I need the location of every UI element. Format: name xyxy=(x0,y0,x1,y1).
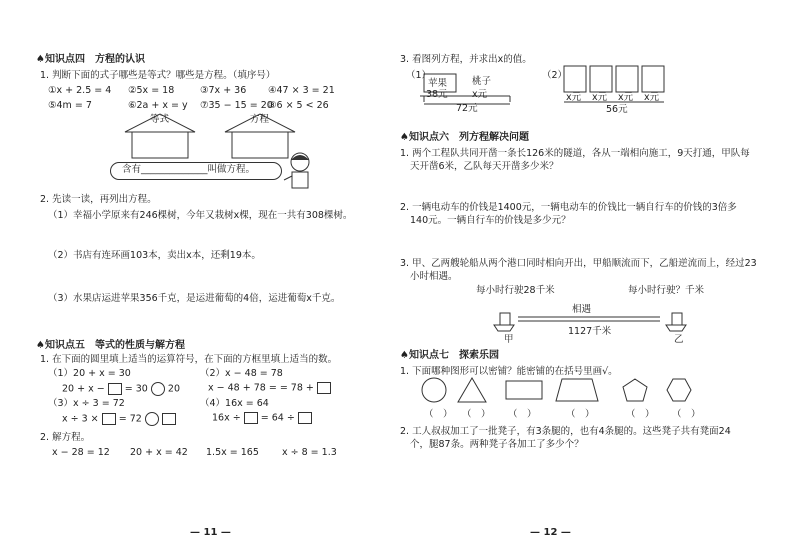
answer-box[interactable] xyxy=(298,412,312,424)
s5-question-2: 2. 解方程。 xyxy=(40,432,91,443)
trapezoid-shape xyxy=(556,379,598,401)
section-6-title: ♠知识点六 列方程解决问题 xyxy=(400,132,529,143)
s5-eq-4: （4）16x = 64 xyxy=(200,398,269,409)
s6-q1: 1. 两个工程队共同开凿一条长126米的隧道，各从一端相向施工，9天打通，甲队每 xyxy=(400,148,750,159)
answer-circle[interactable] xyxy=(151,382,165,396)
s5-row2-b: = 78 + xyxy=(279,382,314,394)
price-38: 38元 xyxy=(426,89,448,100)
answer-paren[interactable]: （ ） xyxy=(566,409,595,420)
triangle-shape xyxy=(458,378,486,402)
pentagon-shape xyxy=(623,379,647,401)
solve-1: x − 28 = 12 xyxy=(52,447,110,458)
boat-b-speed: 每小时行驶？千米 xyxy=(628,285,705,296)
item-2: ②5x = 18 xyxy=(128,85,175,96)
boat-a-speed: 每小时行驶28千米 xyxy=(476,285,555,296)
answer-box[interactable] xyxy=(162,413,176,425)
page-number-right: — 12 — xyxy=(530,527,571,538)
s5-row1 xyxy=(62,382,180,396)
houses-diagram xyxy=(110,110,310,162)
answer-paren[interactable]: （ ） xyxy=(424,409,453,420)
item-5: ⑤4m = 7 xyxy=(48,100,92,111)
page-right xyxy=(400,0,800,560)
price-x: x元 xyxy=(472,89,488,100)
bubble-text: 含有______________叫做方程。 xyxy=(122,164,256,175)
s6-q2b: 140元。一辆自行车的价钱是多少元？ xyxy=(410,215,571,226)
s5-row4-b: = 64 ÷ xyxy=(260,412,295,424)
section-5-title: ♠知识点五 等式的性质与解方程 xyxy=(36,340,185,351)
s5-eq-1: （1）20 + x = 30 xyxy=(48,368,131,379)
s6-q3b: 小时相遇。 xyxy=(410,271,458,282)
s7-q1: 1. 下面哪种图形可以密铺？能密铺的在括号里画√。 xyxy=(400,366,618,377)
section-4-title: ♠知识点四 方程的认识 xyxy=(36,54,145,65)
distance-label: 1127千米 xyxy=(568,326,612,337)
item-3: ③7x + 36 xyxy=(200,85,247,96)
ticket-price-2: x元 xyxy=(592,92,608,103)
solve-3: 1.5x = 165 xyxy=(206,447,259,458)
ticket-price-3: x元 xyxy=(618,92,634,103)
ticket-price-1: x元 xyxy=(566,92,582,103)
price-72: 72元 xyxy=(456,103,478,114)
s6-q2: 2. 一辆电动车的价钱是1400元，一辆电动车的价钱比一辆自行车的价钱的3倍多 xyxy=(400,202,737,213)
item-8: ⑧6 × 5 < 26 xyxy=(268,100,329,111)
item-6: ⑥2a + x = y xyxy=(128,100,188,111)
q2-3: （3）水果店运进苹果356千克，是运进葡萄的4倍，运进葡萄x千克。 xyxy=(48,293,341,304)
price-56: 56元 xyxy=(606,104,628,115)
answer-box[interactable] xyxy=(102,413,116,425)
s5-row3-a: x ÷ 3 × xyxy=(62,413,99,425)
question-1: 1. 判断下面的式子哪些是等式？哪些是方程。（填序号） xyxy=(40,70,276,81)
s6-q3: 3. 甲、乙两艘轮船从两个港口同时相向开出，甲船顺流而下，乙船逆流而上，经过23 xyxy=(400,258,757,269)
question-2: 2. 先读一读，再列出方程。 xyxy=(40,194,157,205)
rectangle-shape xyxy=(506,381,542,399)
meet-label: 相遇 xyxy=(572,304,592,315)
boy-icon xyxy=(282,150,318,192)
item-4: ④47 × 3 = 21 xyxy=(268,85,335,96)
s5-row3-b: = 72 xyxy=(118,413,142,425)
s5-row1-a: 20 + x − xyxy=(62,383,105,395)
q2-1: （1）幸福小学原来有246棵树，今年又栽树x棵，现在一共有308棵树。 xyxy=(48,210,353,221)
boat-yi-label: 乙 xyxy=(674,334,684,345)
q3: 3. 看图列方程，并求出x的值。 xyxy=(400,54,532,65)
answer-box[interactable] xyxy=(317,382,331,394)
solve-4: x ÷ 8 = 1.3 xyxy=(282,447,337,458)
q2-2: （2）书店有连环画103本，卖出x本，还剩19本。 xyxy=(48,250,261,261)
shapes-row xyxy=(414,376,714,406)
answer-paren[interactable]: （ ） xyxy=(508,409,537,420)
item-7: ⑦35 − 15 = 20 xyxy=(200,100,273,111)
s5-row3 xyxy=(62,412,176,426)
s7-q2b: 个，腿87条。两种凳子各加工了多少个？ xyxy=(410,439,584,450)
answer-box[interactable] xyxy=(108,383,122,395)
s6-q1b: 天开凿6米，乙队每天开凿多少米？ xyxy=(410,161,559,172)
s7-q2: 2. 工人叔叔加工了一批凳子，有3条腿的，也有4条腿的。这些凳子共有凳面24 xyxy=(400,426,731,437)
s5-row2 xyxy=(208,382,331,395)
s5-eq-2: （2）x − 48 = 78 xyxy=(200,368,283,379)
hexagon-shape xyxy=(667,379,691,401)
section-7-title: ♠知识点七 探索乐园 xyxy=(400,350,499,361)
s5-row1-c: 20 xyxy=(167,383,180,395)
apple-label: 苹果 xyxy=(428,78,448,89)
answer-circle[interactable] xyxy=(145,412,159,426)
answer-box[interactable] xyxy=(244,412,258,424)
s5-eq-3: （3）x ÷ 3 = 72 xyxy=(48,398,125,409)
house-right-label: 方程 xyxy=(250,114,270,125)
answer-paren[interactable]: （ ） xyxy=(626,409,655,420)
s5-row2-a: x − 48 + 78 = xyxy=(208,382,277,394)
s5-row1-b: = 30 xyxy=(124,383,148,395)
s5-row4 xyxy=(212,412,312,425)
q3-1-label: （1） xyxy=(406,70,432,81)
answer-paren[interactable]: （ ） xyxy=(462,409,491,420)
q3-2-label: （2） xyxy=(542,70,568,81)
boat-jia-label: 甲 xyxy=(504,334,514,345)
ticket-price-4: x元 xyxy=(644,92,660,103)
item-1: ①x + 2.5 = 4 xyxy=(48,85,112,96)
s5-question-1: 1. 在下面的圆里填上适当的运算符号，在下面的方框里填上适当的数。 xyxy=(40,354,338,365)
page-number-left: — 11 — xyxy=(190,527,231,538)
circle-shape xyxy=(422,378,446,402)
house-left-label: 等式 xyxy=(150,114,170,125)
answer-paren[interactable]: （ ） xyxy=(672,409,701,420)
pear-label: 桃子 xyxy=(472,76,492,87)
solve-2: 20 + x = 42 xyxy=(130,447,188,458)
s5-row4-a: 16x ÷ xyxy=(212,412,241,424)
